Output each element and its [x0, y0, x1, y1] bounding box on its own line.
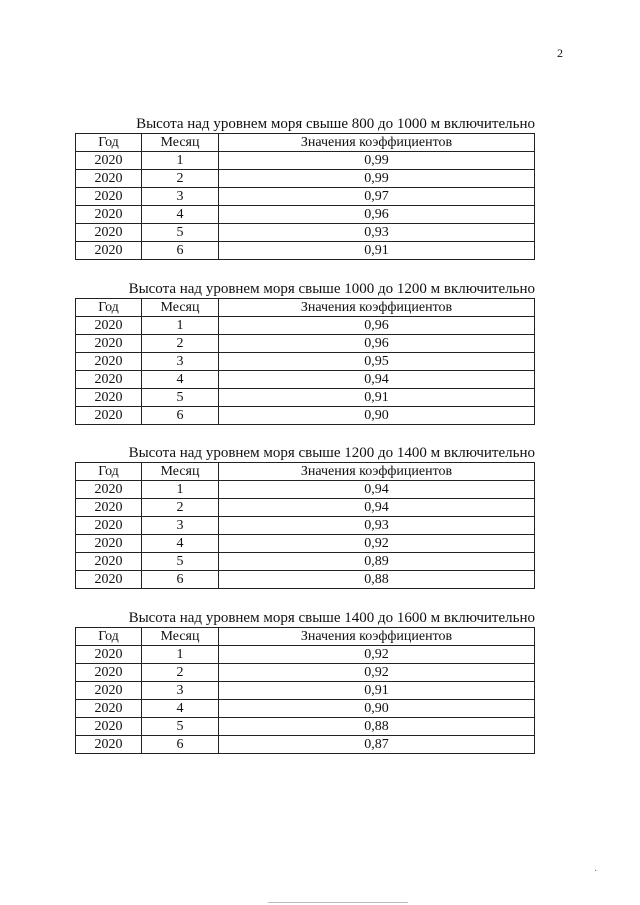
column-header-month: Месяц	[142, 134, 219, 152]
column-header-values: Значения коэффициентов	[219, 628, 535, 646]
cell-month: 3	[142, 188, 219, 206]
cell-value: 0,92	[219, 664, 535, 682]
cell-value: 0,87	[219, 736, 535, 754]
cell-value: 0,93	[219, 224, 535, 242]
cell-year: 2020	[76, 682, 142, 700]
coefficient-table-block	[75, 281, 535, 425]
cell-value: 0,91	[219, 242, 535, 260]
cell-year: 2020	[76, 188, 142, 206]
cell-year: 2020	[76, 407, 142, 425]
cell-year: 2020	[76, 317, 142, 335]
cell-month: 4	[142, 206, 219, 224]
coefficient-table	[75, 298, 535, 425]
cell-value: 0,90	[219, 700, 535, 718]
table-row	[76, 535, 535, 553]
column-header-year: Год	[76, 628, 142, 646]
table-row	[76, 664, 535, 682]
table-row	[76, 517, 535, 535]
column-header-year: Год	[76, 134, 142, 152]
cell-year: 2020	[76, 571, 142, 589]
cell-month: 2	[142, 499, 219, 517]
coefficient-table-block	[75, 445, 535, 589]
table-title: Высота над уровнем моря свыше 800 до 1000 м включительно	[136, 116, 535, 132]
page-number: 2	[557, 46, 563, 60]
table-row	[76, 317, 535, 335]
table-row	[76, 700, 535, 718]
cell-value: 0,99	[219, 170, 535, 188]
table-row	[76, 646, 535, 664]
table-row	[76, 571, 535, 589]
cell-year: 2020	[76, 700, 142, 718]
cell-year: 2020	[76, 664, 142, 682]
cell-month: 1	[142, 646, 219, 664]
cell-year: 2020	[76, 517, 142, 535]
table-row	[76, 242, 535, 260]
cell-year: 2020	[76, 535, 142, 553]
cell-value: 0,91	[219, 389, 535, 407]
cell-year: 2020	[76, 646, 142, 664]
column-header-values: Значения коэффициентов	[219, 463, 535, 481]
table-row	[76, 224, 535, 242]
cell-value: 0,91	[219, 682, 535, 700]
cell-value: 0,88	[219, 718, 535, 736]
cell-value: 0,96	[219, 317, 535, 335]
cell-value: 0,94	[219, 371, 535, 389]
cell-month: 5	[142, 718, 219, 736]
cell-month: 2	[142, 664, 219, 682]
table-header-row	[76, 628, 535, 646]
cell-month: 4	[142, 535, 219, 553]
cell-year: 2020	[76, 481, 142, 499]
column-header-month: Месяц	[142, 463, 219, 481]
cell-month: 6	[142, 736, 219, 754]
cell-year: 2020	[76, 389, 142, 407]
table-header-row	[76, 134, 535, 152]
cell-month: 5	[142, 553, 219, 571]
cell-value: 0,93	[219, 517, 535, 535]
cell-value: 0,97	[219, 188, 535, 206]
coefficient-table	[75, 133, 535, 260]
coefficient-table	[75, 627, 535, 754]
column-header-values: Значения коэффициентов	[219, 299, 535, 317]
cell-month: 5	[142, 224, 219, 242]
cell-month: 4	[142, 371, 219, 389]
table-row	[76, 481, 535, 499]
cell-month: 2	[142, 335, 219, 353]
cell-month: 1	[142, 317, 219, 335]
cell-value: 0,96	[219, 206, 535, 224]
cell-value: 0,94	[219, 481, 535, 499]
cell-month: 5	[142, 389, 219, 407]
coefficient-table	[75, 462, 535, 589]
table-row	[76, 407, 535, 425]
table-row	[76, 736, 535, 754]
table-title: Высота над уровнем моря свыше 1400 до 1600 м включительно	[128, 610, 535, 626]
table-row	[76, 682, 535, 700]
table-header-row	[76, 463, 535, 481]
cell-value: 0,95	[219, 353, 535, 371]
scan-edge-line	[268, 902, 408, 903]
table-row	[76, 152, 535, 170]
cell-year: 2020	[76, 371, 142, 389]
cell-month: 3	[142, 682, 219, 700]
cell-month: 3	[142, 353, 219, 371]
cell-value: 0,89	[219, 553, 535, 571]
cell-month: 2	[142, 170, 219, 188]
cell-year: 2020	[76, 736, 142, 754]
column-header-month: Месяц	[142, 628, 219, 646]
cell-month: 1	[142, 152, 219, 170]
cell-value: 0,96	[219, 335, 535, 353]
scan-mark: ·	[594, 866, 598, 877]
cell-year: 2020	[76, 718, 142, 736]
cell-value: 0,88	[219, 571, 535, 589]
table-title: Высота над уровнем моря свыше 1000 до 1200 м включительно	[128, 281, 535, 297]
coefficient-table-block	[75, 116, 535, 260]
cell-year: 2020	[76, 499, 142, 517]
cell-month: 6	[142, 407, 219, 425]
cell-month: 3	[142, 517, 219, 535]
cell-year: 2020	[76, 224, 142, 242]
table-row	[76, 335, 535, 353]
cell-month: 6	[142, 242, 219, 260]
cell-year: 2020	[76, 242, 142, 260]
table-row	[76, 206, 535, 224]
cell-month: 4	[142, 700, 219, 718]
table-row	[76, 499, 535, 517]
table-row	[76, 371, 535, 389]
cell-year: 2020	[76, 170, 142, 188]
table-title: Высота над уровнем моря свыше 1200 до 1400 м включительно	[128, 445, 535, 461]
cell-value: 0,90	[219, 407, 535, 425]
table-row	[76, 353, 535, 371]
column-header-month: Месяц	[142, 299, 219, 317]
cell-value: 0,92	[219, 646, 535, 664]
cell-year: 2020	[76, 206, 142, 224]
table-header-row	[76, 299, 535, 317]
cell-year: 2020	[76, 553, 142, 571]
coefficient-table-block	[75, 610, 535, 754]
column-header-year: Год	[76, 463, 142, 481]
cell-year: 2020	[76, 152, 142, 170]
cell-year: 2020	[76, 353, 142, 371]
table-row	[76, 389, 535, 407]
cell-value: 0,92	[219, 535, 535, 553]
cell-year: 2020	[76, 335, 142, 353]
table-row	[76, 718, 535, 736]
column-header-year: Год	[76, 299, 142, 317]
cell-value: 0,94	[219, 499, 535, 517]
table-row	[76, 170, 535, 188]
cell-month: 1	[142, 481, 219, 499]
table-row	[76, 553, 535, 571]
column-header-values: Значения коэффициентов	[219, 134, 535, 152]
table-row	[76, 188, 535, 206]
cell-value: 0,99	[219, 152, 535, 170]
cell-month: 6	[142, 571, 219, 589]
